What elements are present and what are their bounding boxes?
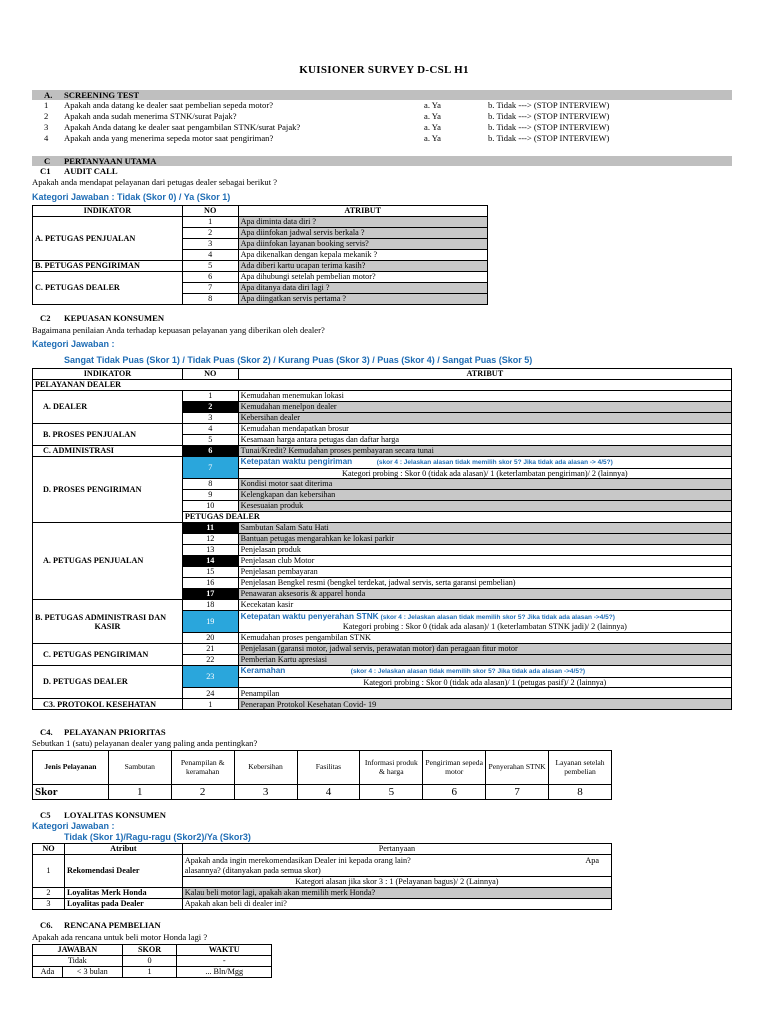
c1-row-attr: Apa ditanya data diri lagi ? [238,283,487,294]
c1-group-name: C. PETUGAS DEALER [33,272,183,305]
screening-question: Apakah anda sudah menerima STNK/surat Pajak? [64,111,237,121]
c6-label: RENCANA PEMBELIAN [64,920,161,930]
c2-group-petugas-penjualan: A. PETUGAS PENJUALAN [33,523,183,600]
c5-header-atribut: Atribut [64,844,182,855]
c5-kategori: Kategori Jawaban : [32,821,115,831]
c5-row-attr: Loyalitas Merk Honda [64,888,182,899]
screening-question: Apakah anda datang ke dealer saat pembelian sepeda motor? [64,100,274,110]
c2-row-no: 23 [182,666,238,688]
screening-no: 3 [44,122,49,132]
c2-row-23-label: Keramahan [240,666,286,676]
screening-no: 1 [44,100,49,110]
c6-row-waktu: - [177,956,272,967]
c2-row-no: 8 [182,479,238,490]
c2-row-attr: Penjelasan Bengkel resmi (bengkel terdekat, jadwal servis, serta garansi pembelian) [238,578,731,589]
c2-row-attr-19 [238,611,731,633]
c4-column-label: Pengiriman sepeda motor [423,751,486,785]
c2-row-attr: Kebersihan dealer [238,413,731,424]
c2-row-no: 11 [182,523,238,534]
c1-row-attr: Ada diberi kartu ucapan terima kasih? [238,261,487,272]
c1-row-no: 8 [182,294,238,305]
c6-row-jawaban: < 3 bulan [62,967,122,978]
c2-row-no: 7 [182,457,238,479]
c6-ada-label: Ada [33,967,63,978]
c4-row-head: Jenis Pelayanan [33,751,109,785]
c5-row-no: 3 [33,899,65,910]
c2-header-no: NO [182,369,238,380]
c5-q1-apa: Apa [585,855,599,865]
c2-row-7-probe: Kategori probing : Skor 0 (tidak ada alasan)/ 1 (keterlambatan pengiriman)/ 2 (lainnya) [342,468,628,478]
c2-row-attr: Kemudahan menemukan lokasi [238,391,731,402]
c2-row-no: 20 [182,633,238,644]
c4-column-skor: 3 [234,785,297,800]
c2-row-attr: Penerapan Protokol Kesehatan Covid- 19 [238,699,731,710]
page-title: KUISIONER SURVEY D-CSL H1 [299,64,469,76]
screening-answer-no: b. Tidak ---> (STOP INTERVIEW) [488,100,610,110]
c1-group-name: A. PETUGAS PENJUALAN [33,217,183,261]
c2-row-no: 19 [182,611,238,633]
screening-question: Apakah anda yang menerima sepeda motor saat pengiriman? [64,133,274,143]
c2-row-attr: Penjelasan (garansi motor, jadwal servis, perawatan motor) dan peragaan fitur motor [238,644,731,655]
c2-row-no: 10 [182,501,238,512]
c6-header-skor: SKOR [122,945,177,956]
c4-column-label: Layanan setelah pembelian [549,751,612,785]
section-label: SCREENING TEST [64,90,140,100]
c2-row-no: 12 [182,534,238,545]
c5-row-probe: Kategori alasan jika skor 3 : 1 (Pelayanan bagus)/ 2 (Lainnya) [182,877,611,888]
c1-row-no: 6 [182,272,238,283]
c5-q1-text-2: alasannya? (ditanyakan pada semua skor) [184,865,321,875]
screening-answer-yes: a. Ya [424,122,441,132]
section-band-screening [32,90,732,100]
c4-column-skor: 8 [549,785,612,800]
c1-header-atribut: ATRIBUT [238,206,487,217]
c2-row-7-note: (skor 4 : Jelaskan alasan tidak memilih skor 5? Jika tidak ada alasan -> 4/5?) [376,459,613,466]
c2-row-23-note: (skor 4 : Jelaskan alasan tidak memilih skor 5? Jika tidak ada alasan ->4/5?) [350,668,586,676]
c2-subheader-pelayanan: PELAYANAN DEALER [33,380,732,391]
c4-column-skor: 5 [360,785,423,800]
c5-row-attr: Loyalitas pada Dealer [64,899,182,910]
c2-row-attr: Kondisi motor saat diterima [238,479,731,490]
c2-scale: Sangat Tidak Puas (Skor 1) / Tidak Puas (Skor 2) / Kurang Puas (Skor 3) / Puas (Skor 4) / Sangat Puas (Skor 5) [64,355,533,365]
c1-row-attr: Apa dikenalkan dengan kepala mekanik ? [238,250,487,261]
c2-group-petugas-admin-line2: KASIR [94,621,121,631]
c2-row-no: 9 [182,490,238,501]
c2-group-dealer: A. DEALER [33,391,183,424]
screening-answer-yes: a. Ya [424,111,441,121]
c2-row-attr: Tunai/Kredit? Kemudahan proses pembayaran secara tunai [238,446,731,457]
c2-row-attr: Kelengkapan dan kebersihan [238,490,731,501]
c5-row-question: Kalau beli motor lagi, apakah akan memilih merk Honda? [182,888,611,899]
c1-row-attr: Apa diinfokan layanan booking servis? [238,239,487,250]
c5-scale: Tidak (Skor 1)/Ragu-ragu (Skor2)/Ya (Skor3) [64,832,251,842]
c2-header-indikator: INDIKATOR [33,369,183,380]
c6-table [32,944,272,978]
c1-row-no: 5 [182,261,238,272]
c1-row-no: 2 [182,228,238,239]
c1-code: C1 [40,166,51,176]
c2-group-administrasi: C. ADMINISTRASI [33,446,183,457]
c2-group-petugas-dealer: D. PETUGAS DEALER [33,666,183,699]
screening-answer-no: b. Tidak ---> (STOP INTERVIEW) [488,111,610,121]
c1-header-no: NO [182,206,238,217]
c4-column-skor: 1 [108,785,171,800]
c2-row-no: 24 [182,688,238,699]
c6-code: C6. [40,920,53,930]
c1-group-name: B. PETUGAS PENGIRIMAN [33,261,183,272]
c2-group-proses-penjualan: B. PROSES PENJUALAN [33,424,183,446]
screening-no: 2 [44,111,49,121]
c2-row-no: 17 [182,589,238,600]
c2-row-no: 16 [182,578,238,589]
c1-header-indikator: INDIKATOR [33,206,183,217]
c1-row-attr: Apa dihubungi setelah pembelian motor? [238,272,487,283]
c4-code: C4. [40,727,53,737]
c2-header-atribut: ATRIBUT [238,369,731,380]
c4-column-label: Informasi produk & harga [360,751,423,785]
c2-row-no: 18 [182,600,238,611]
c2-group-petugas-admin [33,600,183,644]
c2-row-attr: Penjelasan club Motor [238,556,731,567]
c2-group-petugas-admin-line1: B. PETUGAS ADMINISTRASI DAN [35,612,167,622]
section-letter: C [44,156,51,166]
c2-row-attr-7 [238,457,731,479]
c2-group-protokol: C3. PROTOKOL KESEHATAN [33,699,183,710]
c2-row-19-note: (skor 4 : Jelaskan alasan tidak memilih skor 5? Jika tidak ada alasan ->4/5?) [380,613,615,621]
c6-row-jawaban: Tidak [33,956,123,967]
screening-no: 4 [44,133,49,143]
c6-row-skor: 1 [122,967,177,978]
c2-row-no: 21 [182,644,238,655]
c1-row-no: 7 [182,283,238,294]
c4-column-label: Penyerahan STNK [486,751,549,785]
c2-code: C2 [40,313,51,323]
c1-row-no: 4 [182,250,238,261]
c1-row-attr: Apa diminta data diri ? [238,217,487,228]
c2-table [32,368,732,710]
c5-header-pertanyaan: Pertanyaan [182,844,611,855]
screening-answer-yes: a. Ya [424,100,441,110]
c2-row-no: 2 [182,402,238,413]
c2-row-no: 1 [182,699,238,710]
section-label: PERTANYAAN UTAMA [64,156,157,166]
c2-row-attr: Penjelasan produk [238,545,731,556]
c1-row-attr: Apa diingatkan servis pertama ? [238,294,487,305]
c4-column-label: Fasilitas [297,751,360,785]
c1-row-no: 3 [182,239,238,250]
c2-row-attr: Kesesuaian produk [238,501,731,512]
c2-row-no: 1 [182,391,238,402]
c6-row-waktu: ... Bln/Mgg [177,967,272,978]
c5-row-attr: Rekomendasi Dealer [64,855,182,888]
c2-row-no: 15 [182,567,238,578]
c4-label: PELAYANAN PRIORITAS [64,727,166,737]
c2-label: KEPUASAN KONSUMEN [64,313,165,323]
screening-question: Apakah Anda datang ke dealer saat pengambilan STNK/surat Pajak? [64,122,301,132]
c4-column-skor: 7 [486,785,549,800]
c2-row-no: 14 [182,556,238,567]
c1-question: Apakah anda mendapat pelayanan dari petugas dealer sebagai berikut ? [32,177,278,187]
c5-row-question: Apakah akan beli di dealer ini? [182,899,611,910]
c5-row-question-1 [182,855,611,877]
c2-row-attr: Penampilan [238,688,731,699]
c2-row-19-probe: Kategori probing : Skor 0 (tidak ada alasan)/ 1 (keterlambatan STNK jadi)/ 2 (lainnya) [342,622,627,632]
c2-row-no: 4 [182,424,238,435]
c4-table [32,750,612,800]
c2-row-attr: Penjelasan pembayaran [238,567,731,578]
c4-column-skor: 2 [171,785,234,800]
c5-table [32,843,612,910]
c2-row-23-probe: Kategori probing : Skor 0 (tidak ada alasan)/ 1 (petugas pasif)/ 2 (lainnya) [363,677,607,687]
c2-row-no: 5 [182,435,238,446]
c4-column-label: Penampilan & keramahan [171,751,234,785]
section-band-pertanyaan [32,156,732,166]
c6-header-jawaban: JAWABAN [33,945,123,956]
c1-kategori: Kategori Jawaban : Tidak (Skor 0) / Ya (Skor 1) [32,192,231,202]
c2-row-attr: Pemberian Kartu apresiasi [238,655,731,666]
c5-row-no: 2 [33,888,65,899]
screening-answer-no: b. Tidak ---> (STOP INTERVIEW) [488,133,610,143]
screening-answer-no: b. Tidak ---> (STOP INTERVIEW) [488,122,610,132]
c4-column-skor: 4 [297,785,360,800]
c6-row-skor: 0 [122,956,177,967]
c6-question: Apakah ada rencana untuk beli motor Honda lagi ? [32,932,208,942]
c2-group-petugas-pengiriman: C. PETUGAS PENGIRIMAN [33,644,183,666]
section-letter: A. [44,90,53,100]
c2-row-attr: Bantuan petugas mengarahkan ke lokasi parkir [238,534,731,545]
c2-row-7-label: Ketepatan waktu pengiriman [240,457,353,466]
c2-row-19-label: Ketepatan waktu penyerahan STNK [240,611,379,621]
c4-column-skor: 6 [423,785,486,800]
c2-row-attr-23 [238,666,731,688]
c1-row-attr: Apa diinfokan jadwal servis berkala ? [238,228,487,239]
c1-row-no: 1 [182,217,238,228]
c2-row-attr: Penawaran aksesoris & apparel honda [238,589,731,600]
c2-row-no: 22 [182,655,238,666]
c2-row-no: 3 [182,413,238,424]
c4-column-label: Sambutan [108,751,171,785]
c2-question: Bagaimana penilaian Anda terhadap kepuasan pelayanan yang diberikan oleh dealer? [32,325,325,335]
c5-row-no: 1 [33,855,65,888]
c2-row-attr: Kesamaan harga antara petugas dan daftar harga [238,435,731,446]
c2-subheader-petugas: PETUGAS DEALER [182,512,731,523]
c2-row-attr: Kemudahan proses pengambilan STNK [238,633,731,644]
c2-row-no: 6 [182,446,238,457]
c4-question: Sebutkan 1 (satu) pelayanan dealer yang paling anda pentingkan? [32,738,258,748]
c2-group-proses-pengiriman: D. PROSES PENGIRIMAN [33,457,183,523]
c6-header-waktu: WAKTU [177,945,272,956]
screening-answer-yes: a. Ya [424,133,441,143]
c5-label: LOYALITAS KONSUMEN [64,810,166,820]
c5-q1-text: Apakah anda ingin merekomendasikan Dealer ini kepada orang lain? [184,855,411,865]
c5-header-no: NO [33,844,65,855]
c5-code: C5 [40,810,51,820]
c2-row-attr: Kemudahan mendapatkan brosur [238,424,731,435]
c2-row-attr: Kemudahan menelpon dealer [238,402,731,413]
c2-row-attr: Kecekatan kasir [238,600,731,611]
c1-table [32,205,488,305]
c2-row-attr: Sambutan Salam Satu Hati [238,523,731,534]
c4-column-label: Kebersihan [234,751,297,785]
c4-skor-label: Skor [33,785,109,800]
c2-row-no: 13 [182,545,238,556]
c2-kategori: Kategori Jawaban : [32,339,115,349]
c1-label: AUDIT CALL [64,166,118,176]
